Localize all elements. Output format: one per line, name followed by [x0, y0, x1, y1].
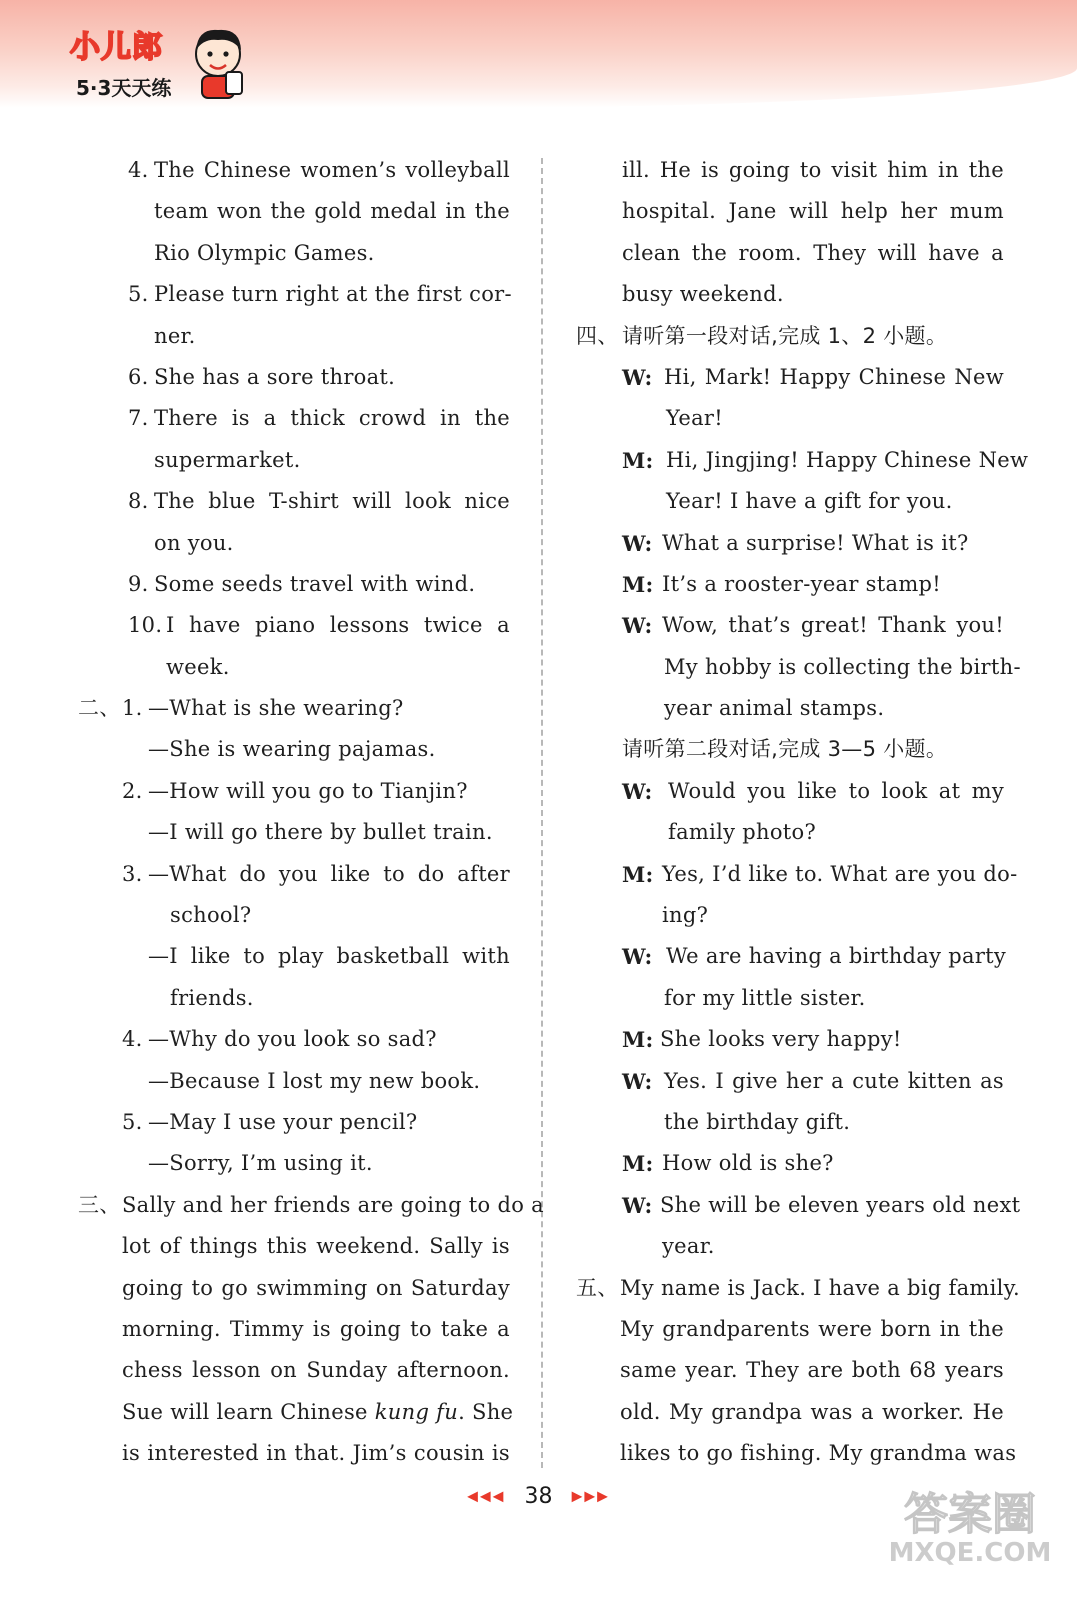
passage-line: Sally and her friends are going to do a: [122, 1192, 544, 1217]
passage-line: likes to go fishing. My grandma was: [620, 1441, 1017, 1466]
passage-line: My name is Jack. I have a big family.: [620, 1275, 1020, 1300]
section-marker: 四、: [576, 323, 619, 348]
item-number: 4.: [128, 158, 149, 182]
mascot-icon: [188, 24, 248, 102]
dialogue-text: the birthday gift.: [664, 1109, 851, 1134]
dialogue-text: family photo?: [668, 820, 817, 845]
section-marker: 三、: [78, 1192, 121, 1217]
item-number: 2.: [122, 778, 143, 803]
italic-term: kung fu: [374, 1399, 459, 1424]
speaker: W:: [622, 944, 653, 970]
item-text: ner.: [154, 323, 196, 348]
passage-line: My grandparents were born in the: [620, 1316, 1004, 1341]
instruction: 请听第一段对话,完成 1、2 小题。: [622, 323, 948, 348]
dialogue-text: year.: [662, 1234, 715, 1259]
passage-text: Sue will learn Chinese: [122, 1399, 368, 1424]
item-number: 5.: [122, 1109, 143, 1134]
dialogue-text: How old is she?: [662, 1151, 834, 1176]
dialogue-turn: [576, 357, 1004, 440]
item-text: There is a thick crowd in the: [154, 406, 510, 431]
dialogue-text: What a surprise! What is it?: [662, 530, 969, 555]
speaker: W:: [622, 1068, 653, 1094]
passage-line: old. My grandpa was a worker. He: [620, 1399, 1004, 1424]
section4: [576, 316, 1029, 1268]
speaker: M:: [622, 1027, 654, 1053]
section1-item-7: [78, 398, 510, 481]
item-text: on you.: [154, 530, 234, 555]
dialogue-turn: [576, 1143, 1004, 1184]
dialogue-text: Wow, that’s great! Thank you!: [662, 613, 1004, 638]
item-text: —She is wearing pajamas.: [148, 737, 436, 762]
item-text: —Sorry, I’m using it.: [148, 1151, 373, 1176]
item-text: school?: [170, 903, 252, 928]
item-text: The Chinese women’s volleyball: [154, 158, 510, 182]
dialogue-text: Yes, I’d like to. What are you do-: [662, 861, 1018, 886]
item-text: —Why do you look so sad?: [148, 1027, 437, 1052]
item-text: week.: [166, 654, 230, 679]
next-arrows-icon: ▶▶▶: [571, 1488, 610, 1505]
item-text: —What do you like to do after: [148, 861, 510, 886]
dialogue-text: She will be eleven years old next: [660, 1192, 1021, 1217]
item-text: She has a sore throat.: [154, 364, 396, 389]
item-number: 5.: [128, 282, 149, 307]
speaker: M:: [622, 861, 654, 887]
dialogue-turn: [576, 1019, 1004, 1060]
speaker: M:: [622, 571, 654, 597]
section1-item-6: [78, 357, 510, 398]
dialogue-turn: [576, 605, 1021, 729]
item-text: Please turn right at the first cor-: [154, 282, 512, 307]
section2-item-4: [78, 1019, 510, 1102]
item-text: I have piano lessons twice a: [166, 613, 510, 638]
dialogue-text: for my little sister.: [664, 985, 866, 1010]
item-number: 3.: [122, 861, 143, 886]
section1-item-10: [78, 605, 510, 688]
dialogue-turn: [576, 440, 1029, 523]
dialogue-text: My hobby is collecting the birth-: [664, 654, 1021, 679]
watermark: [880, 1478, 1060, 1588]
item-number: 1.: [122, 696, 143, 721]
dialogue-text: It’s a rooster-year stamp!: [662, 571, 942, 596]
section2-item-1: [78, 688, 510, 771]
dialogue-text: Year!: [666, 406, 723, 431]
passage-line: chess lesson on Sunday afternoon.: [122, 1358, 510, 1383]
right-column: [576, 150, 1029, 1475]
dialogue-text: Hi, Jingjing! Happy Chinese New: [666, 447, 1029, 472]
section1-item-4: [78, 150, 510, 274]
item-text: —May I use your pencil?: [148, 1109, 418, 1134]
dialogue-text: Yes. I give her a cute kitten as: [664, 1068, 1004, 1093]
passage-line: is interested in that. Jim’s cousin is: [122, 1441, 510, 1466]
speaker: W:: [622, 778, 653, 804]
item-number: 10.: [128, 613, 163, 638]
dialogue-text: ing?: [662, 903, 709, 928]
dialogue-text: Year! I have a gift for you.: [666, 489, 953, 514]
section-marker: 五、: [576, 1275, 619, 1300]
page-number: 38: [524, 1484, 553, 1509]
passage-line: busy weekend.: [622, 282, 784, 307]
dialogue-text: Hi, Mark! Happy Chinese New: [664, 364, 1004, 389]
passage-line: same year. They are both 68 years: [620, 1358, 1004, 1383]
section1-item-9: [78, 564, 510, 605]
speaker: W:: [622, 364, 653, 390]
speaker: W:: [622, 530, 653, 556]
section2-item-2: [78, 771, 510, 854]
section2: [78, 688, 510, 1185]
item-text: supermarket.: [154, 447, 301, 472]
item-number: 7.: [128, 406, 149, 431]
section2-item-5: [78, 1102, 510, 1185]
passage-text: . She: [458, 1399, 514, 1424]
item-text: —Because I lost my new book.: [148, 1068, 481, 1093]
passage-line: [122, 1392, 514, 1433]
item-text: —I will go there by bullet train.: [148, 820, 493, 845]
dialogue-turn: [576, 564, 1004, 605]
dialogue-text: year animal stamps.: [664, 696, 885, 721]
dialogue-text: Would you like to look at my: [668, 778, 1004, 803]
dialogue-text: We are having a birthday party: [666, 944, 1007, 969]
watermark-url: MXQE.COM: [888, 1538, 1052, 1568]
passage-line: hospital. Jane will help her mum: [622, 199, 1004, 224]
section2-item-3: [78, 854, 510, 1020]
dialogue-turn: [576, 1061, 1004, 1144]
column-divider: [541, 158, 543, 1468]
item-number: 6.: [128, 364, 149, 389]
passage-line: morning. Timmy is going to take a: [122, 1316, 510, 1341]
passage-line: going to go swimming on Saturday: [122, 1275, 510, 1300]
left-column: [78, 150, 544, 1475]
dialogue-turn: [576, 936, 1007, 1019]
speaker: W:: [622, 1192, 653, 1218]
speaker: W:: [622, 613, 653, 639]
item-text: friends.: [170, 985, 254, 1010]
instruction: 请听第二段对话,完成 3—5 小题。: [622, 737, 948, 762]
watermark-logo: 答案圈: [904, 1489, 1036, 1540]
speaker: M:: [622, 1151, 654, 1177]
section3-continued: [576, 150, 1004, 316]
dialogue-turn: [576, 1185, 1021, 1268]
item-text: —I like to play basketball with: [148, 944, 510, 969]
section3: [78, 1185, 544, 1475]
passage-line: clean the room. They will have a: [622, 240, 1004, 265]
dialogue-turn: [576, 771, 1004, 854]
item-text: —What is she wearing?: [148, 696, 404, 721]
section1-item-5: [78, 274, 510, 357]
dialogue-turn: [576, 854, 1018, 937]
series-title: 5·3天天练: [76, 76, 172, 100]
section5: [576, 1268, 1020, 1475]
passage-line: lot of things this weekend. Sally is: [122, 1234, 510, 1259]
item-text: The blue T-shirt will look nice: [154, 489, 510, 514]
brand-title: 小儿郎: [70, 30, 163, 65]
item-text: Some seeds travel with wind.: [154, 571, 476, 596]
item-text: —How will you go to Tianjin?: [148, 778, 468, 803]
section1-item-8: [78, 481, 510, 564]
item-text: team won the gold medal in the: [154, 199, 510, 224]
passage-line: ill. He is going to visit him in the: [622, 158, 1004, 182]
section-marker: 二、: [78, 696, 121, 721]
dialogue-turn: [576, 523, 1004, 564]
speaker: M:: [622, 447, 654, 473]
item-number: 8.: [128, 489, 149, 514]
item-number: 4.: [122, 1027, 143, 1052]
prev-arrows-icon: ◀◀◀: [467, 1488, 506, 1505]
item-number: 9.: [128, 571, 149, 596]
item-text: Rio Olympic Games.: [154, 240, 375, 265]
dialogue-text: She looks very happy!: [660, 1027, 902, 1052]
